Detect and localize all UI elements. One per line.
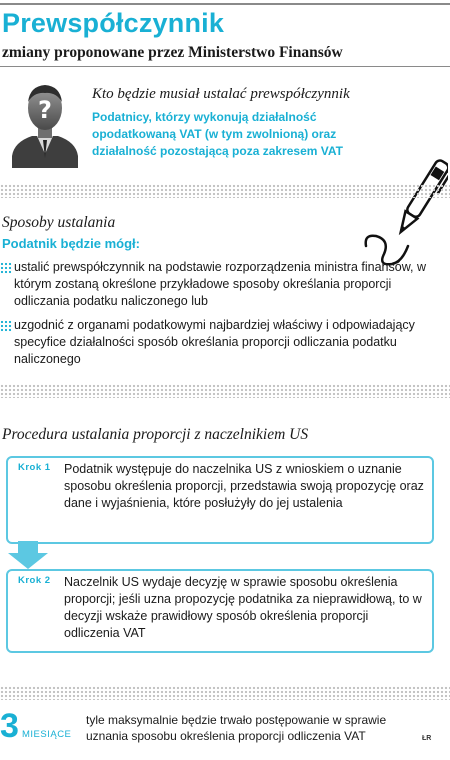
months-description: tyle maksymalnie będzie trwało postępowanie w sprawie uznania sposobu określenia proporcji odliczenia VAT: [86, 713, 387, 743]
pen-icon: [362, 150, 448, 270]
step-text: Podatnik występuje do naczelnika US z wnioskiem o uznanie sposobu określenia proporcji, przedstawia swoją propozycję oraz dane i wyjaśnienia, które posłużyły do jej ustalenia: [64, 462, 424, 510]
subtitle-rule: [0, 66, 450, 67]
question-title: Kto będzie musiał ustalać prewspółczynnik: [92, 86, 350, 102]
top-rule: [0, 3, 450, 5]
method-item: uzgodnić z organami podatkowymi najbardziej właściwy i odpowiadający specyfice działalności sposób określania proporcji odliczania podatku naliczonego: [14, 318, 415, 366]
dotted-divider: [0, 184, 450, 198]
step-text: Naczelnik US wydaje decyzję w sprawie sposobu określenia proporcji; jeśli uzna propozycję podatnika za nieprawidłową, to w decyzji wskaże prawidłowy sposób określenia proporcji odliczenia VAT: [64, 575, 422, 640]
dotted-divider: [0, 686, 450, 700]
months-unit: MIESIĄCE: [22, 729, 72, 740]
dotted-divider: [0, 384, 450, 398]
bullet-icon: [0, 262, 12, 274]
procedure-step: [6, 456, 434, 544]
step-label: Krok 2: [18, 575, 51, 586]
method-item: ustalić prewspółczynnik na podstawie rozporządzenia ministra finansów, w którym zostaną określone przykładowe sposoby określania proporcji odliczania podatku naliczonego lub: [14, 260, 427, 308]
methods-subtitle: Podatnik będzie mógł:: [2, 236, 140, 251]
bullet-icon: [0, 320, 12, 332]
step-label: Krok 1: [18, 462, 51, 473]
page-subtitle: zmiany proponowane przez Ministerstwo Finansów: [2, 44, 343, 61]
procedure-step: [6, 569, 434, 653]
author-credit: ŁR: [422, 735, 432, 742]
unknown-person-icon: [10, 78, 80, 168]
procedure-title: Procedura ustalania proporcji z naczelnikiem US: [2, 426, 309, 443]
months-number: 3: [0, 707, 19, 745]
svg-text:?: ?: [38, 96, 52, 124]
methods-title: Sposoby ustalania: [2, 214, 116, 231]
down-arrow-icon: [6, 541, 50, 569]
page-title: Prewspółczynnik: [2, 8, 225, 38]
question-answer: Podatnicy, którzy wykonują działalność opodatkowaną VAT (w tym zwolnioną) oraz działalność pozostającą poza zakresem VAT: [92, 110, 343, 158]
